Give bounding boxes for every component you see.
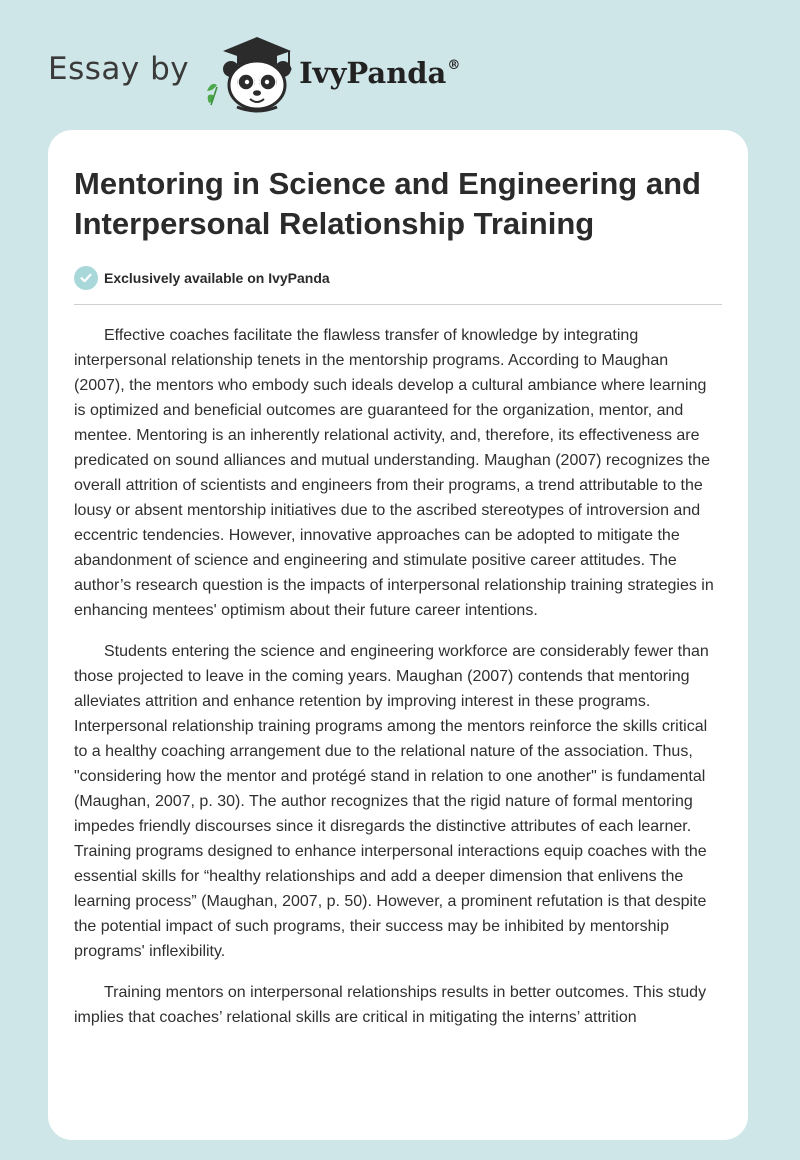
brand-prefix: Essay by	[48, 51, 190, 87]
brand-header[interactable]	[48, 26, 460, 116]
check-circle-icon	[74, 266, 98, 290]
brand-name: IvyPanda®	[299, 56, 461, 90]
paragraph: Effective coaches facilitate the flawless transfer of knowledge by integrating interpersonal relationship tenets in the mentorship programs. According to Maughan (2007), the mentors who embody such ideals develop a cultural ambiance where learning is optimized and beneficial outcomes are guaranteed for the organization, mentor, and mentee. Mentoring is an inherently relational activity, and, therefore, its effectiveness are predicated on sound alliances and mutual understanding. Maughan (2007) recognizes the overall attrition of scientists and engineers from their programs, a trend attributable to the lousy or absent mentorship initiatives due to the ascribed stereotypes of introversion and eccentric tendencies. However, innovative approaches can be adopted to mitigate the abandonment of science and engineering and stimulate positive career attitudes. The author’s research question is the impacts of interpersonal relationship training strategies in enhancing mentees' optimism about their future career intentions.	[74, 327, 714, 619]
registered-mark: ®	[447, 58, 461, 73]
paragraph: Training mentors on interpersonal relationships results in better outcomes. This study implies that coaches’ relational skills are critical in mitigating the interns’ attrition	[74, 984, 707, 1026]
panda-graduate-icon	[203, 29, 295, 113]
exclusive-label: Exclusively available on IvyPanda	[104, 270, 330, 286]
essay-title: Mentoring in Science and Engineering and Interpersonal Relationship Training	[74, 166, 701, 241]
exclusive-banner	[74, 266, 722, 305]
essay-card	[48, 130, 748, 1140]
essay-body	[74, 323, 722, 1030]
paragraph: Students entering the science and engineering workforce are considerably fewer than those projected to leave in the coming years. Maughan (2007) contends that mentoring alleviates attrition and enhance retention by improving interest in these programs. Interpersonal relationship training programs among the mentors reinforce the skills critical to a healthy coaching arrangement due to the relational nature of the association. Thus, "considering how the mentor and protégé stand in relation to one another" is fundamental (Maughan, 2007, p. 30). The author recognizes that the rigid nature of formal mentoring impedes friendly discourses since it disregards the distinctive attributes of each learner. Training programs designed to enhance interpersonal interactions equip coaches with the essential skills for “healthy relationships and add a deeper dimension that enlivens the learning process” (Maughan, 2007, p. 50). However, a prominent refutation is that despite the potential impact of such programs, their success may be inhibited by mentorship programs' inflexibility.	[74, 643, 709, 960]
